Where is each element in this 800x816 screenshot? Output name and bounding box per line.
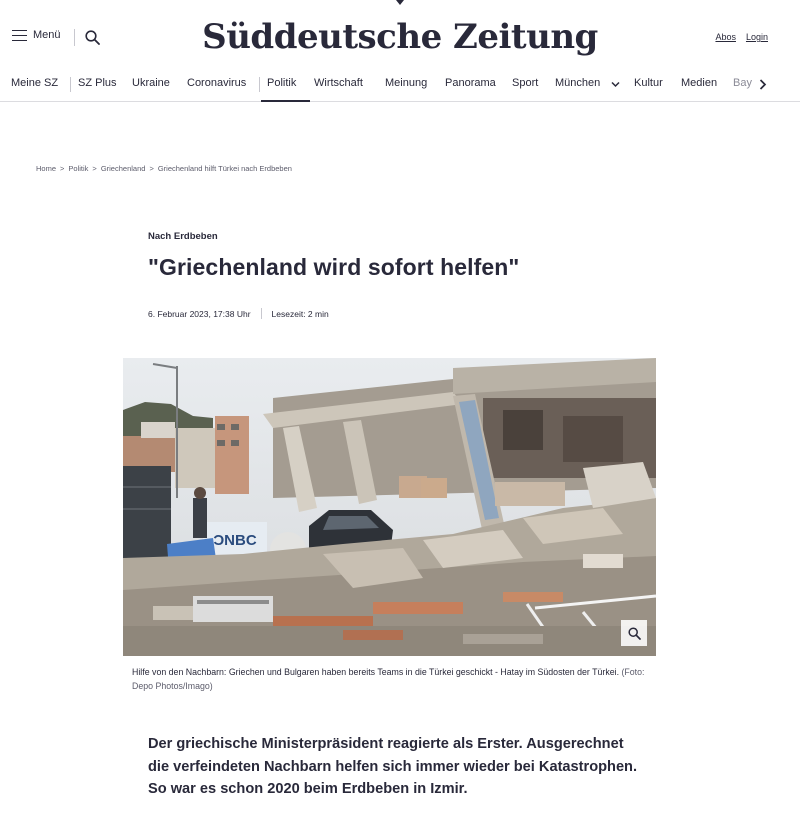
image-sign-text: ƆNBC [213, 532, 257, 549]
magnifier-icon [628, 627, 641, 640]
breadcrumb-griechenland[interactable]: Griechenland [100, 164, 146, 173]
menu-label: Menü [33, 29, 61, 41]
meta-divider [261, 308, 262, 319]
breadcrumb-current[interactable]: Griechenland hilft Türkei nach Erdbeben [157, 164, 292, 173]
nav-item-sport[interactable]: Sport [512, 77, 539, 89]
nav-divider [70, 77, 71, 92]
nav-item-kultur[interactable]: Kultur [634, 77, 663, 89]
photo-credit: (Foto: Depo Photos/Imago) [132, 667, 645, 691]
nav-item-wirtschaft[interactable]: Wirtschaft [314, 77, 363, 89]
section-nav [0, 70, 800, 102]
abos-link[interactable]: Abos [715, 32, 736, 42]
article-date: 6. Februar 2023, 17:38 Uhr [148, 308, 251, 319]
article-meta [148, 308, 329, 319]
reading-time: Lesezeit: 2 min [271, 308, 329, 319]
nav-item-medien[interactable]: Medien [681, 77, 718, 89]
site-logo[interactable]: Süddeutsche Zeitung [202, 17, 598, 57]
chevron-down-icon[interactable] [611, 80, 620, 89]
breadcrumb-separator: > [149, 164, 154, 173]
article-image[interactable] [123, 358, 656, 656]
breadcrumb-home[interactable]: Home [36, 164, 57, 173]
nav-item-politik[interactable]: Politik [267, 77, 297, 89]
nav-item-muenchen[interactable]: München [555, 77, 601, 89]
breadcrumb-politik[interactable]: Politik [68, 164, 89, 173]
nav-item-meinung[interactable]: Meinung [385, 77, 428, 89]
breadcrumb-separator: > [92, 164, 97, 173]
article-headline: "Griechenland wird sofort helfen" [148, 254, 520, 280]
login-link[interactable]: Login [745, 32, 768, 42]
article-teaser: Der griechische Ministerpräsident reagierte als Erster. Ausgerechnet die verfeindeten Nachbarn helfen sich immer wieder bei Katastrophen. So war es schon 2020 beim Erdbeben in Izmir. [148, 736, 638, 797]
nav-divider [259, 77, 260, 92]
nav-item-sz-plus[interactable]: SZ Plus [78, 77, 117, 89]
nav-item-ukraine[interactable]: Ukraine [132, 77, 170, 89]
chevron-right-icon[interactable] [758, 79, 767, 90]
logo-mark-icon [396, 0, 404, 5]
nav-item-coronavirus[interactable]: Coronavirus [187, 77, 247, 89]
nav-item-meine-sz[interactable]: Meine SZ [11, 77, 59, 89]
breadcrumb [36, 164, 292, 173]
image-zoom-button[interactable] [621, 620, 647, 646]
article-kicker: Nach Erdbeben [148, 231, 218, 242]
nav-item-panorama[interactable]: Panorama [445, 77, 496, 89]
header-links [715, 32, 768, 42]
image-caption [132, 665, 662, 693]
caption-text: Hilfe von den Nachbarn: Griechen und Bulgaren haben bereits Teams in die Türkei geschickt - Hatay im Südosten der Türkei. [132, 667, 620, 677]
breadcrumb-separator: > [60, 164, 65, 173]
nav-item-bayern[interactable]: Bay [733, 77, 752, 89]
active-nav-indicator [261, 100, 310, 102]
earthquake-rubble-illustration [123, 358, 656, 656]
site-header [0, 0, 800, 70]
